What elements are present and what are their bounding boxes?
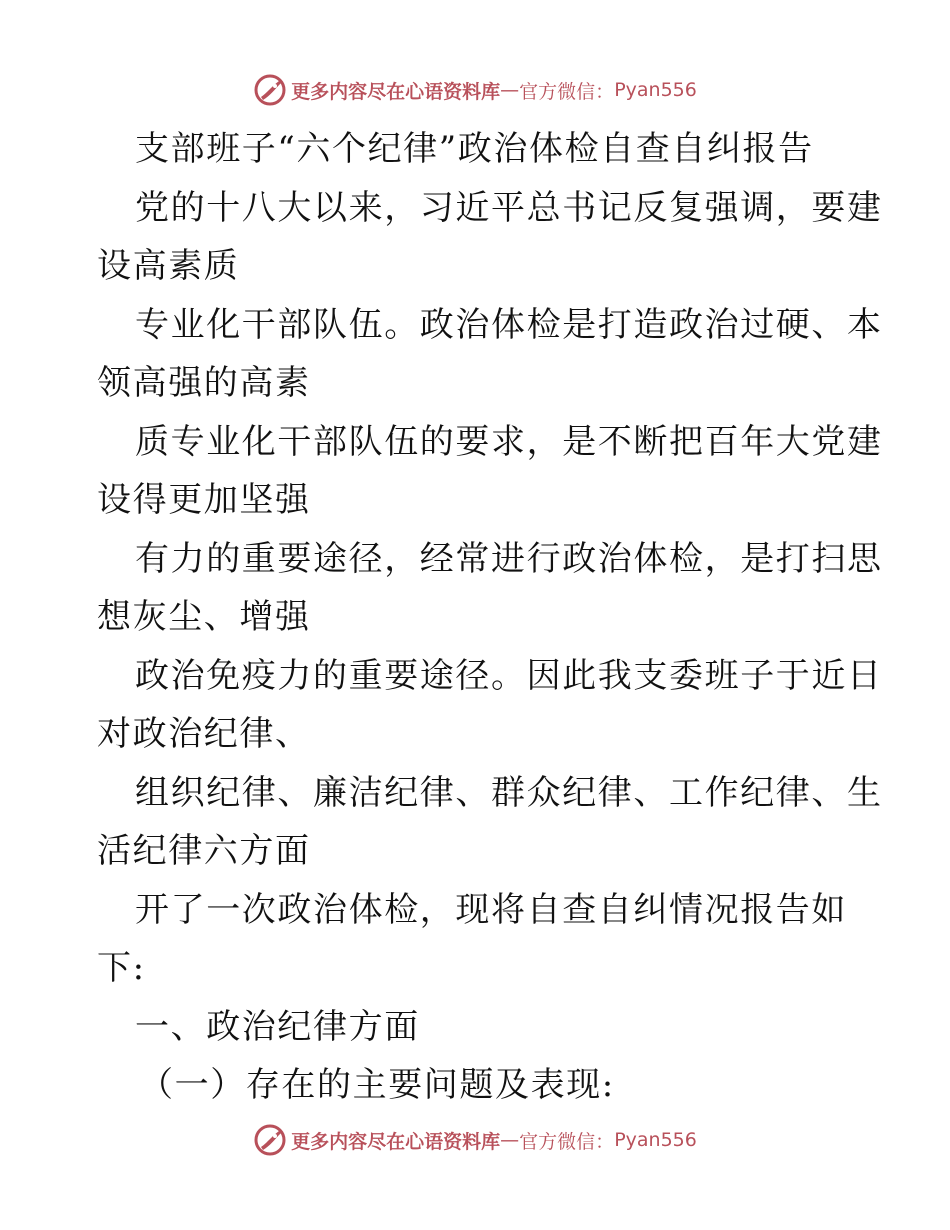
watermark-dash: — [500,79,520,101]
watermark-label: 官方微信： [519,80,615,103]
watermark-brand: 更多内容尽在心语资料库 [291,1130,501,1153]
paragraph-line: 设得更加坚强 [97,480,311,520]
paragraph-line: 活纪律六方面 [97,831,311,871]
paragraph-line: 领高强的高素 [97,363,311,403]
paragraph-line: 下: [97,948,146,988]
watermark-label: 官方微信： [519,1130,615,1153]
watermark-brand: 更多内容尽在心语资料库 [291,80,501,103]
header-watermark-banner [0,70,950,110]
document-title: 支部班子“六个纪律”政治体检自查自纠报告 [135,129,814,169]
paragraph-line: 设高素质 [97,246,240,286]
paragraph-line: 政治免疫力的重要途径。因此我支委班子于近日 [135,655,883,696]
subsection-heading: （一）存在的主要问题及表现: [139,1065,615,1105]
paragraph-line: 质专业化干部队伍的要求，是不断把百年大党建 [135,421,883,462]
watermark-dash: — [500,1129,520,1151]
pen-nib-logo-icon [253,1123,287,1157]
paragraph-line: 有力的重要途径，经常进行政治体检，是打扫思 [135,538,883,579]
paragraph-line: 对政治纪律、 [97,714,311,754]
paragraph-line: 专业化干部队伍。政治体检是打造政治过硬、本 [135,304,883,345]
paragraph-line: 想灰尘、增强 [97,597,311,637]
watermark-wechat-id: Pyan556 [614,1129,697,1151]
paragraph-line: 组织纪律、廉洁纪律、群众纪律、工作纪律、生 [135,772,883,813]
watermark-wechat-id: Pyan556 [614,79,697,101]
paragraph-line: 党的十八大以来，习近平总书记反复强调，要建 [135,187,883,228]
document-body [97,120,883,1115]
footer-watermark-banner [0,1120,950,1160]
pen-nib-logo-icon [253,73,287,107]
paragraph-line: 开了一次政治体检，现将自查自纠情况报告如 [135,889,847,930]
section-heading: 一、政治纪律方面 [135,1006,420,1047]
